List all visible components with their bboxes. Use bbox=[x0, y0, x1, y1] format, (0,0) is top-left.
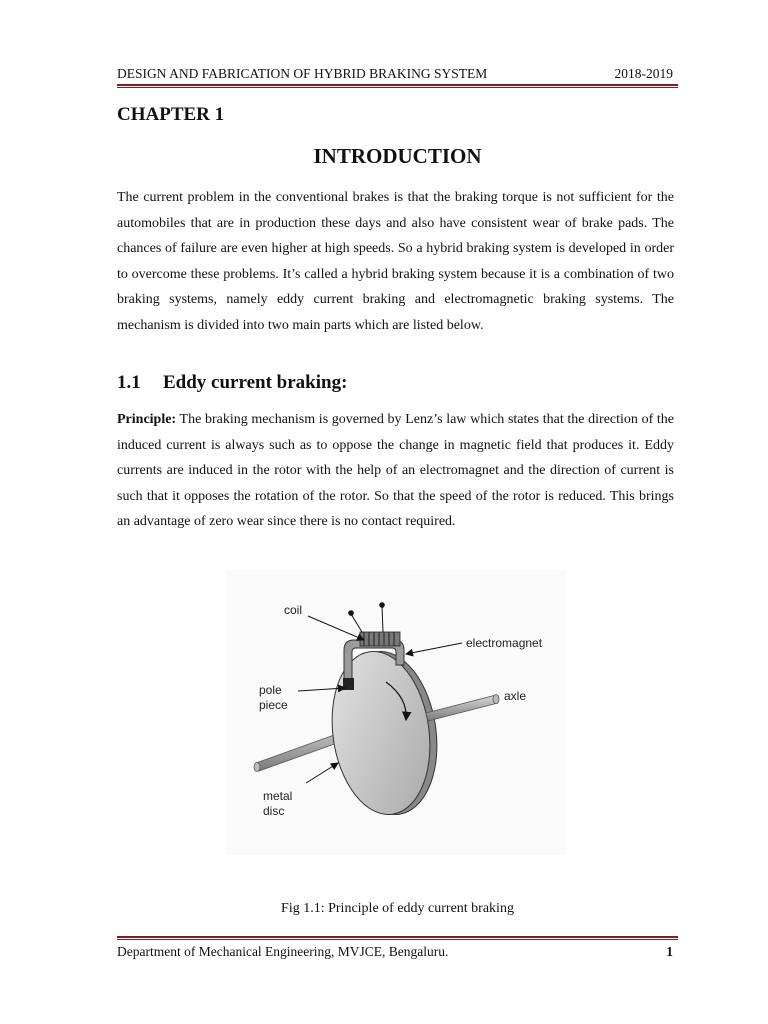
running-header bbox=[117, 64, 673, 82]
coil bbox=[360, 632, 400, 646]
header-year: 2018-2019 bbox=[614, 66, 673, 81]
intro-paragraph: The current problem in the conventional brakes is that the braking torque is not sufficient for the automobiles that are in production these days and also have consistent wear of brake pads. The chances of failure are even higher at high speeds. So a hybrid braking system is developed in order to overcome these problems. It’s called a hybrid braking system because it is a combination of two braking systems, namely eddy current braking and electromagnetic braking systems. The mechanism is divided into two main parts which are listed below. bbox=[117, 190, 674, 333]
axle-front-end bbox=[493, 695, 499, 704]
page-number: 1 bbox=[666, 944, 673, 959]
figure-caption: Fig 1.1: Principle of eddy current braking bbox=[281, 901, 514, 916]
footer-rule bbox=[117, 936, 678, 940]
label-disc: disc bbox=[263, 804, 285, 818]
label-pole: pole bbox=[259, 683, 282, 697]
running-footer bbox=[117, 944, 673, 960]
label-electromagnet: electromagnet bbox=[466, 636, 543, 650]
axle-end bbox=[254, 763, 260, 772]
label-metal: metal bbox=[263, 789, 293, 803]
label-axle: axle bbox=[504, 689, 527, 703]
terminal-left bbox=[348, 610, 354, 616]
section-title: Eddy current braking: bbox=[163, 372, 348, 393]
principle-label: Principle: bbox=[117, 412, 177, 427]
eddy-current-figure bbox=[226, 570, 566, 855]
principle-text: The braking mechanism is governed by Lenz’s law which states that the direction of the induced current is always such as to oppose the change in magnetic field that produces it. Eddy currents are induced in the rotor with the help of an electromagnet and the direction of current is such that it opposes the rotation of the rotor. So that the speed of the rotor is reduced. This brings an advantage of zero wear since there is no contact required. bbox=[117, 412, 674, 529]
chapter-label: CHAPTER 1 bbox=[117, 104, 225, 125]
footer-department: Department of Mechanical Engineering, MVJCE, Bengaluru. bbox=[117, 944, 449, 959]
label-piece: piece bbox=[259, 698, 288, 712]
principle-paragraph bbox=[117, 407, 674, 535]
header-title: DESIGN AND FABRICATION OF HYBRID BRAKING SYSTEM bbox=[117, 66, 488, 81]
header-rule bbox=[117, 84, 678, 88]
section-number: 1.1 bbox=[117, 372, 141, 393]
label-coil: coil bbox=[284, 603, 303, 617]
terminal-right bbox=[379, 602, 385, 608]
page-title: INTRODUCTION bbox=[313, 144, 482, 168]
section-heading bbox=[117, 372, 347, 394]
